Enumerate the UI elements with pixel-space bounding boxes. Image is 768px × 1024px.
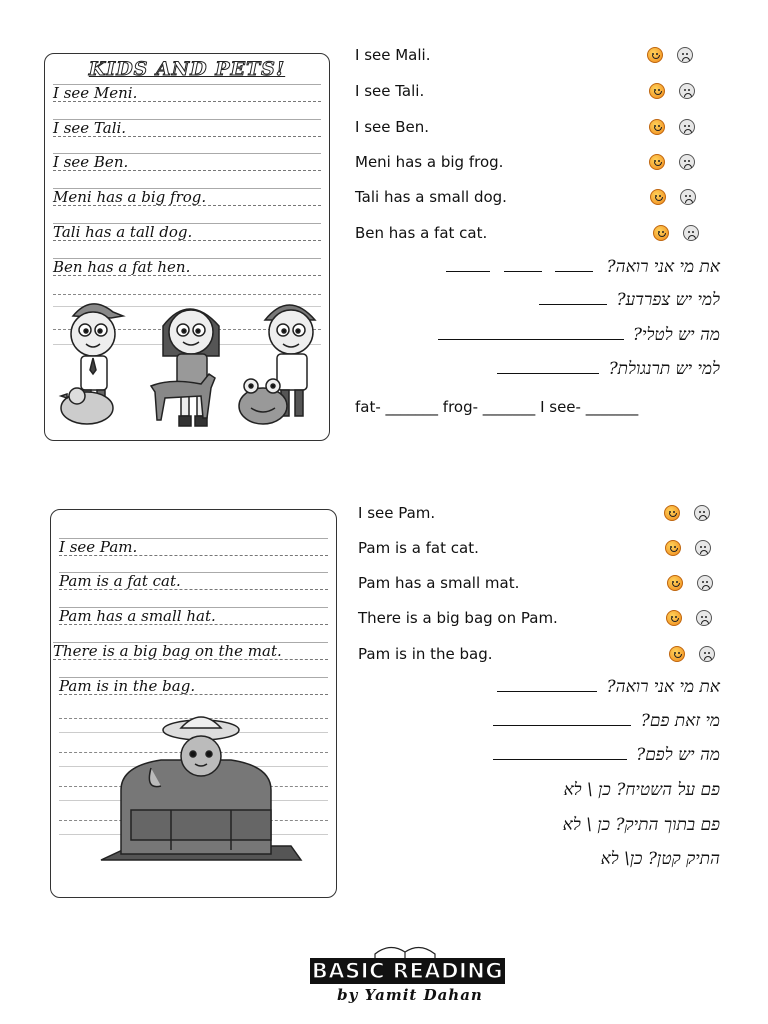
sad-face-icon[interactable] [695, 540, 711, 556]
answer-blank[interactable] [555, 257, 593, 272]
question-text: מה יש לפם? [636, 745, 720, 765]
sentence: Tali has a small dog. [355, 188, 507, 206]
sentence: There is a big bag on Pam. [358, 609, 558, 627]
answer-blank[interactable] [493, 745, 627, 760]
question-row [497, 359, 720, 379]
sentence: Ben has a fat cat. [355, 224, 488, 242]
yes-no-question[interactable]: פם על השטיח? כן \ לא [563, 780, 720, 800]
answer-blank[interactable] [497, 677, 597, 692]
handwritten-line: I see Meni. [53, 82, 321, 104]
handwritten-line: I see Pam. [59, 536, 328, 558]
handwritten-line: Pam is a fat cat. [59, 570, 328, 592]
happy-face-icon[interactable] [653, 225, 669, 241]
question-row [493, 711, 720, 731]
yes-no-question[interactable]: התיק קטן? כן\ לא [600, 849, 720, 869]
sad-face-icon[interactable] [699, 646, 715, 662]
happy-face-icon[interactable] [649, 154, 665, 170]
handwritten-line: Meni has a big frog. [53, 186, 321, 208]
happy-face-icon[interactable] [649, 83, 665, 99]
sentence: I see Pam. [358, 504, 436, 522]
happy-face-icon[interactable] [647, 47, 663, 63]
sad-face-icon[interactable] [679, 119, 695, 135]
vocab-line: fat- _______ frog- _______ I see- _______ [355, 398, 639, 416]
sad-face-icon[interactable] [679, 83, 695, 99]
sentence: I see Ben. [355, 118, 430, 136]
question-text: את מי אני רואה? [606, 677, 720, 697]
cat-head [181, 736, 221, 776]
sad-face-icon[interactable] [680, 189, 696, 205]
sentence: I see Mali. [355, 46, 431, 64]
yes-no-question[interactable]: פם בתוך התיק? כן \ לא [562, 815, 720, 835]
answer-blank[interactable] [504, 257, 542, 272]
handwritten-line: Tali has a tall dog. [53, 221, 321, 243]
sentence: Pam is in the bag. [358, 645, 493, 663]
handwritten-line: There is a big bag on the mat. [53, 640, 328, 662]
question-text: את מי אני רואה? [606, 257, 720, 277]
answer-blank[interactable] [539, 290, 607, 305]
frog-figure [239, 379, 287, 424]
girl-figure [163, 309, 219, 426]
reading-card-kids-and-pets [44, 53, 330, 441]
happy-face-icon[interactable] [664, 505, 680, 521]
happy-face-icon[interactable] [649, 119, 665, 135]
answer-blank[interactable] [438, 325, 624, 340]
handwritten-line: Pam is in the bag. [59, 675, 328, 697]
question-row [539, 290, 720, 310]
handwritten-line: Ben has a fat hen. [53, 256, 321, 278]
handwritten-line: Pam has a small hat. [59, 605, 328, 627]
handwritten-line: I see Ben. [53, 151, 321, 173]
sad-face-icon[interactable] [694, 505, 710, 521]
question-row [497, 677, 720, 697]
sad-face-icon[interactable] [679, 154, 695, 170]
sentence: Pam is a fat cat. [358, 539, 479, 557]
question-row [493, 745, 720, 765]
answer-blank[interactable] [493, 711, 631, 726]
sad-face-icon[interactable] [683, 225, 699, 241]
question-text: מי זאת פם? [640, 711, 720, 731]
happy-face-icon[interactable] [669, 646, 685, 662]
answer-blank[interactable] [446, 257, 490, 272]
logo-title: BASIC READING [311, 959, 504, 983]
reading-card-pam [50, 509, 337, 898]
question-text: למי יש תרנגולת? [608, 359, 720, 379]
handwritten-line: I see Tali. [53, 117, 321, 139]
question-row [438, 325, 721, 345]
sentence: Meni has a big frog. [355, 153, 504, 171]
happy-face-icon[interactable] [665, 540, 681, 556]
sentence: I see Tali. [355, 82, 425, 100]
cat-in-bag-illustration [91, 710, 311, 870]
happy-face-icon[interactable] [667, 575, 683, 591]
happy-face-icon[interactable] [650, 189, 666, 205]
sentence: Pam has a small mat. [358, 574, 520, 592]
happy-face-icon[interactable] [666, 610, 682, 626]
basic-reading-logo [305, 930, 505, 1010]
kids-and-pets-illustration [51, 286, 323, 436]
card-title: KIDS AND PETS! [88, 58, 286, 80]
sad-face-icon[interactable] [697, 575, 713, 591]
question-text: למי יש צפרדע? [616, 290, 720, 310]
logo-byline: by Yamit Dahan [337, 986, 483, 1004]
question-row [446, 257, 720, 277]
answer-blank[interactable] [497, 359, 599, 374]
sad-face-icon[interactable] [677, 47, 693, 63]
question-text: מה יש לטלי? [632, 325, 720, 345]
sad-face-icon[interactable] [696, 610, 712, 626]
